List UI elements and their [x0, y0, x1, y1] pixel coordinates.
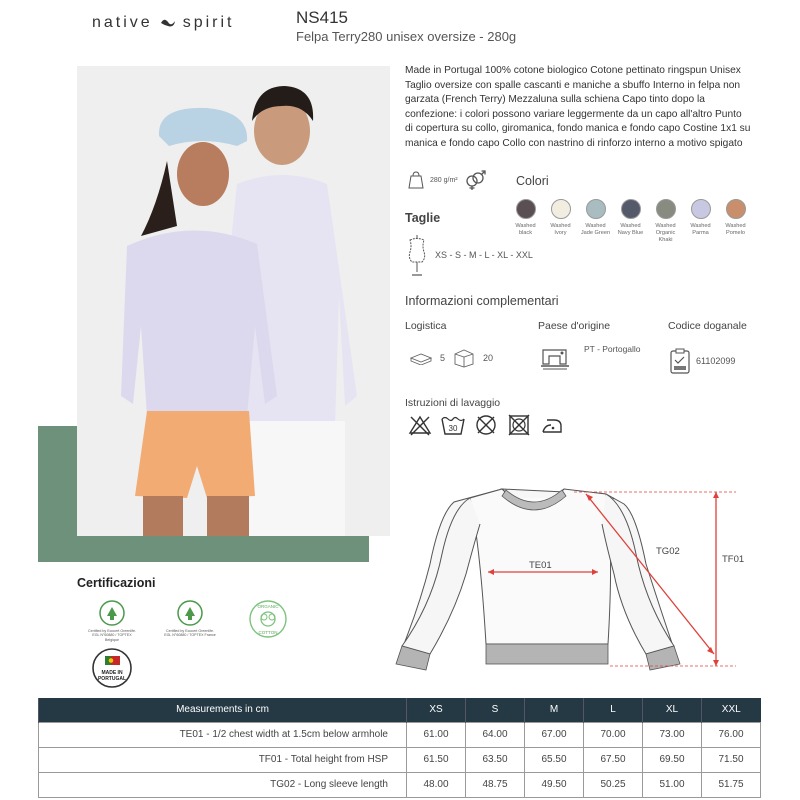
row-label: TG02 - Long sleeve length — [39, 772, 407, 797]
pack-icon — [410, 351, 432, 365]
no-tumble-dry-icon — [474, 413, 498, 437]
table-row — [39, 772, 761, 797]
customs-title: Codice doganale — [668, 320, 747, 332]
sewing-machine-icon — [540, 344, 570, 372]
models-illustration — [77, 66, 390, 536]
tg02-label: TG02 — [656, 546, 680, 557]
iron-low-icon — [540, 413, 564, 437]
color-dot — [516, 199, 536, 219]
color-dot — [691, 199, 711, 219]
row-label: TF01 - Total height from HSP — [39, 747, 407, 772]
header-l: L — [584, 698, 643, 722]
cell-value: 51.00 — [643, 772, 702, 797]
color-dot — [726, 199, 746, 219]
cell-value: 51.75 — [702, 772, 761, 797]
sweatshirt-diagram — [374, 484, 750, 672]
color-swatch[interactable] — [613, 199, 648, 245]
cell-value: 67.50 — [584, 747, 643, 772]
cell-value: 50.25 — [584, 772, 643, 797]
color-dot — [551, 199, 571, 219]
color-swatch[interactable] — [683, 199, 718, 245]
customs-value: 61102099 — [696, 356, 736, 366]
table-row — [39, 722, 761, 747]
cell-value: 71.50 — [702, 747, 761, 772]
tf01-label: TF01 — [722, 554, 745, 565]
brand-mark-icon — [159, 16, 177, 30]
origin-row — [540, 344, 641, 372]
header-s: S — [466, 698, 525, 722]
color-label-line1: Washed — [515, 223, 536, 229]
box-quantity: 20 — [483, 353, 494, 363]
table-header-row — [39, 698, 761, 722]
color-swatches — [508, 199, 753, 245]
gots-cert-france — [162, 600, 218, 638]
weight-row — [408, 170, 486, 190]
brand-name-left: native — [92, 14, 153, 31]
organic-cotton-top-text: ORGANIC — [257, 604, 279, 609]
gots-logo-icon — [99, 600, 125, 626]
table-row — [39, 747, 761, 772]
cell-value: 61.00 — [407, 722, 466, 747]
gots-cert-belgique — [86, 600, 138, 642]
product-description: Made in Portugal 100% cotone biologico Cotone pettinato ringspun Unisex Taglio oversize con spalle cascanti e maniche a sbuffo Interno in felpa non garzata (French Terry) Mezzaluna sulla schiena Capo tinto dopo la confezione: i colori possono variare leggermente da un capo all'altro Punto di copertura su collo, giromanica, fondo manica e fondo capo Costine 1x1 su manica e fondo capo Collo con nastrino di rinforzo interno a motivo spigato — [405, 65, 751, 149]
logistics-title: Logistica — [405, 320, 447, 332]
organic-cotton-icon — [248, 599, 288, 639]
header-xl: XL — [643, 698, 702, 722]
color-label — [725, 223, 745, 237]
cell-value: 65.50 — [525, 747, 584, 772]
cell-value: 63.50 — [466, 747, 525, 772]
color-label-line1: Washed — [620, 223, 641, 229]
made-in-line1: MADE IN — [101, 670, 123, 676]
te01-label: TE01 — [529, 560, 552, 571]
color-swatch[interactable] — [718, 199, 753, 245]
washing-icons — [408, 413, 564, 437]
color-label-line2: Pomelo — [726, 230, 745, 237]
cell-value: 69.50 — [643, 747, 702, 772]
wash-temperature: 30 — [448, 424, 458, 433]
weight-icon — [408, 171, 424, 189]
color-label-line2: Parma — [692, 230, 709, 237]
color-label-line1: Washed — [655, 223, 676, 229]
cell-value: 70.00 — [584, 722, 643, 747]
wash-30-icon — [441, 413, 465, 437]
color-dot — [586, 199, 606, 219]
washing-title: Istruzioni di lavaggio — [405, 397, 501, 409]
no-dry-clean-icon — [507, 413, 531, 437]
product-subtitle: Felpa Terry280 unisex oversize - 280g — [296, 29, 517, 44]
info-title: Informazioni complementari — [405, 294, 559, 308]
color-label — [648, 223, 683, 245]
color-label-line1: Washed — [690, 223, 711, 229]
color-label-line1: Washed — [550, 223, 571, 229]
organic-cotton-badge — [248, 599, 288, 639]
header-m: M — [525, 698, 584, 722]
color-label — [690, 223, 710, 237]
cell-value: 64.00 — [466, 722, 525, 747]
brand-logo — [92, 14, 234, 32]
box-icon — [453, 348, 475, 368]
color-dot — [621, 199, 641, 219]
color-label-line2: Organic Khaki — [655, 230, 676, 244]
pack-quantity: 5 — [440, 353, 446, 363]
row-label: TE01 - 1/2 chest width at 1.5cm below armhole — [39, 722, 407, 747]
product-code: NS415 — [296, 8, 348, 27]
cell-value: 49.50 — [525, 772, 584, 797]
color-label-line2: Jade Green — [580, 230, 611, 237]
color-label-line1: Washed — [725, 223, 746, 229]
customs-row — [670, 348, 735, 374]
cell-value: 48.00 — [407, 772, 466, 797]
gots-cert-france-text: Certified by Ecocert Greenlife. EGL N°60880 / TOPTEX France — [164, 629, 216, 638]
sizes-row — [405, 234, 533, 276]
colors-title: Colori — [516, 174, 549, 188]
weight-value: 280 g/m² — [430, 176, 458, 184]
no-bleach-icon — [408, 413, 432, 437]
mannequin-icon — [405, 234, 429, 276]
made-in-portugal-icon — [92, 648, 132, 688]
origin-value: PT - Portogallo — [584, 344, 641, 354]
sizes-title: Taglie — [405, 211, 441, 225]
logistics-row — [410, 348, 493, 368]
cell-value: 73.00 — [643, 722, 702, 747]
color-label — [550, 223, 570, 237]
cell-value: 61.50 — [407, 747, 466, 772]
brand-name-right: spirit — [182, 14, 235, 31]
color-label — [618, 223, 644, 237]
color-label-line2: Navy Blue — [617, 230, 644, 237]
color-swatch[interactable] — [648, 199, 683, 245]
color-label-line1: Washed — [585, 223, 606, 229]
header-xxl: XXL — [702, 698, 761, 722]
gots-cert-belgique-text: Certified by Ecocert Greenlife. EGL N°60880 / TOPTEX Belgique — [88, 629, 136, 642]
made-in-portugal-badge — [92, 648, 132, 688]
clipboard-icon — [670, 348, 690, 374]
color-label-line2: black — [518, 230, 533, 237]
cell-value: 48.75 — [466, 772, 525, 797]
sizes-list: XS - S - M - L - XL - XXL — [435, 250, 533, 260]
cell-value: 76.00 — [702, 722, 761, 747]
organic-cotton-bottom-text: COTTON — [258, 630, 278, 635]
origin-title: Paese d'origine — [538, 320, 611, 332]
made-in-line2: PORTUGAL — [97, 676, 127, 682]
header-measurements: Measurements in cm — [39, 698, 407, 722]
cell-value: 67.00 — [525, 722, 584, 747]
gots-logo-icon — [177, 600, 203, 626]
header-xs: XS — [407, 698, 466, 722]
color-label-line2: Ivory — [554, 230, 567, 237]
color-swatch[interactable] — [543, 199, 578, 245]
color-swatch[interactable] — [578, 199, 613, 245]
measurements-table — [38, 698, 761, 798]
unisex-icon — [464, 170, 486, 190]
certifications-title: Certificazioni — [77, 576, 156, 590]
color-dot — [656, 199, 676, 219]
color-label — [581, 223, 610, 237]
product-photo — [77, 66, 390, 536]
